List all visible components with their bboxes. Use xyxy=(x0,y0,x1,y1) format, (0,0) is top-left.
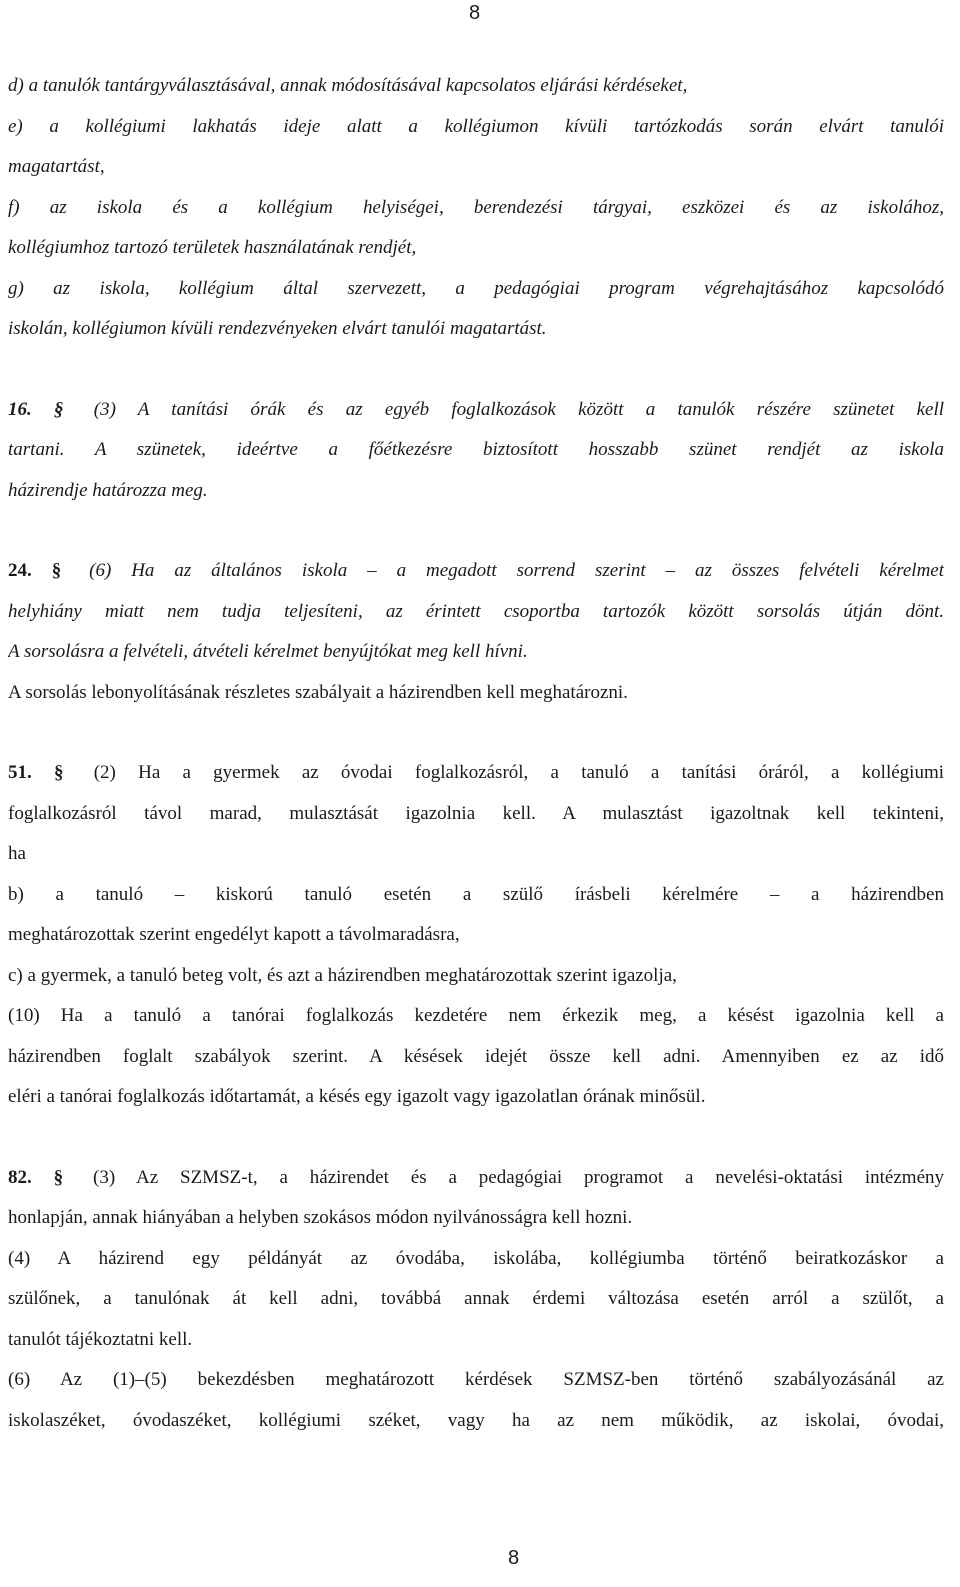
section-24-line-3: A sorsolásra a felvételi, átvételi kérelmet benyújtókat meg kell hívni. xyxy=(8,641,528,662)
section-24-line-4: A sorsolás lebonyolításának részletes szabályait a házirendben kell meghatározni. xyxy=(8,681,628,703)
list-item-e-line-1: e) a kollégiumi lakhatás ideje alatt a kollégiumon kívüli tartózkodás során elvárt tanulói xyxy=(8,115,944,137)
list-item-f-line-1: f) az iskola és a kollégium helyiségei, berendezési tárgyai, eszközei és az iskolához, xyxy=(8,196,944,218)
list-item-g-line-2: iskolán, kollégiumon kívüli rendezvényeken elvárt tanulói magatartást. xyxy=(8,318,547,339)
list-item-d: d) a tanulók tantárgyválasztásával, annak módosításával kapcsolatos eljárási kérdéseket, xyxy=(8,75,688,96)
section-82-line-3: (4) A házirend egy példányát az óvodába, iskolába, kollégiumba történő beiratkozáskor a xyxy=(8,1247,944,1269)
paragraph-sign: § xyxy=(51,560,62,581)
section-number: 24. xyxy=(8,560,32,581)
paragraph-sign: § xyxy=(53,762,64,783)
section-51-line-5: meghatározottak szerint engedélyt kapott a távolmaradásra, xyxy=(8,924,460,945)
page-number-bottom: 8 xyxy=(508,1547,520,1569)
section-82-line-2: honlapján, annak hiányában a helyben szokásos módon nyilvánosságra kell hozni. xyxy=(8,1207,633,1228)
list-item-g-line-1: g) az iskola, kollégium által szervezett, a pedagógiai program végrehajtásához kapcsolódó xyxy=(8,277,944,299)
section-51-line-6: c) a gyermek, a tanuló beteg volt, és azt a házirendben meghatározottak szerint igazolja, xyxy=(8,964,677,986)
paragraph-sign: § xyxy=(53,1166,64,1188)
section-number: 16. xyxy=(8,398,32,420)
section-51-line-7: (10) Ha a tanuló a tanórai foglalkozás kezdetére nem érkezik meg, a késést igazolnia kell a xyxy=(8,1005,944,1026)
section-16-line-1 xyxy=(8,390,944,431)
section-51-line-3: ha xyxy=(8,843,26,864)
section-text: (6) Ha az általános iskola – a megadott sorrend szerint – az összes felvételi kérelmet xyxy=(89,560,944,581)
section-82-line-7: iskolaszéket, óvodaszéket, kollégiumi széket, vagy ha az nem működik, az iskolai, óvodai, xyxy=(8,1409,944,1431)
section-82-line-1 xyxy=(8,1158,944,1199)
document-body xyxy=(8,66,944,1441)
section-51-line-8: házirendben foglalt szabályok szerint. A késések idejét össze kell adni. Amennyiben ez az idő xyxy=(8,1045,944,1067)
section-16-line-2: tartani. A szünetek, ideértve a főétkezésre biztosított hosszabb szünet rendjét az iskola xyxy=(8,439,944,460)
section-text: (3) Az SZMSZ-t, a házirendet és a pedagógiai programot a nevelési-oktatási intézmény xyxy=(93,1166,944,1188)
section-51-line-1 xyxy=(8,753,944,794)
section-text: (3) A tanítási órák és az egyéb foglalkozások között a tanulók részére szünetet kell xyxy=(93,398,944,420)
section-24-line-1 xyxy=(8,551,944,592)
section-82-line-5: tanulót tájékoztatni kell. xyxy=(8,1328,193,1350)
list-item-e-line-2: magatartást, xyxy=(8,156,105,177)
paragraph-sign: § xyxy=(54,398,64,420)
section-82-line-6: (6) Az (1)–(5) bekezdésben meghatározott kérdések SZMSZ-ben történő szabályozásánál az xyxy=(8,1369,944,1390)
section-82-line-4: szülőnek, a tanulónak át kell adni, továbbá annak érdemi változása esetén arról a szülőt, a xyxy=(8,1288,944,1309)
section-24-line-2: helyhiány miatt nem tudja teljesíteni, az érintett csoportba tartozók között sorsolás útján dönt. xyxy=(8,600,944,622)
section-text: (2) Ha a gyermek az óvodai foglalkozásról, a tanuló a tanítási óráról, a kollégiumi xyxy=(93,762,944,783)
section-51-line-2: foglalkozásról távol marad, mulasztását igazolnia kell. A mulasztást igazoltnak kell tekinteni, xyxy=(8,802,944,824)
section-number: 82. xyxy=(8,1166,32,1188)
section-16-line-3: házirendje határozza meg. xyxy=(8,479,208,501)
page-number-top: 8 xyxy=(469,2,481,24)
section-number: 51. xyxy=(8,762,32,783)
list-item-f-line-2: kollégiumhoz tartozó területek használatának rendjét, xyxy=(8,237,417,258)
section-51-line-9: eléri a tanórai foglalkozás időtartamát, a késés egy igazolt vagy igazolatlan órának minősül. xyxy=(8,1086,706,1107)
section-51-line-4: b) a tanuló – kiskorú tanuló esetén a szülő írásbeli kérelmére – a házirendben xyxy=(8,883,944,905)
